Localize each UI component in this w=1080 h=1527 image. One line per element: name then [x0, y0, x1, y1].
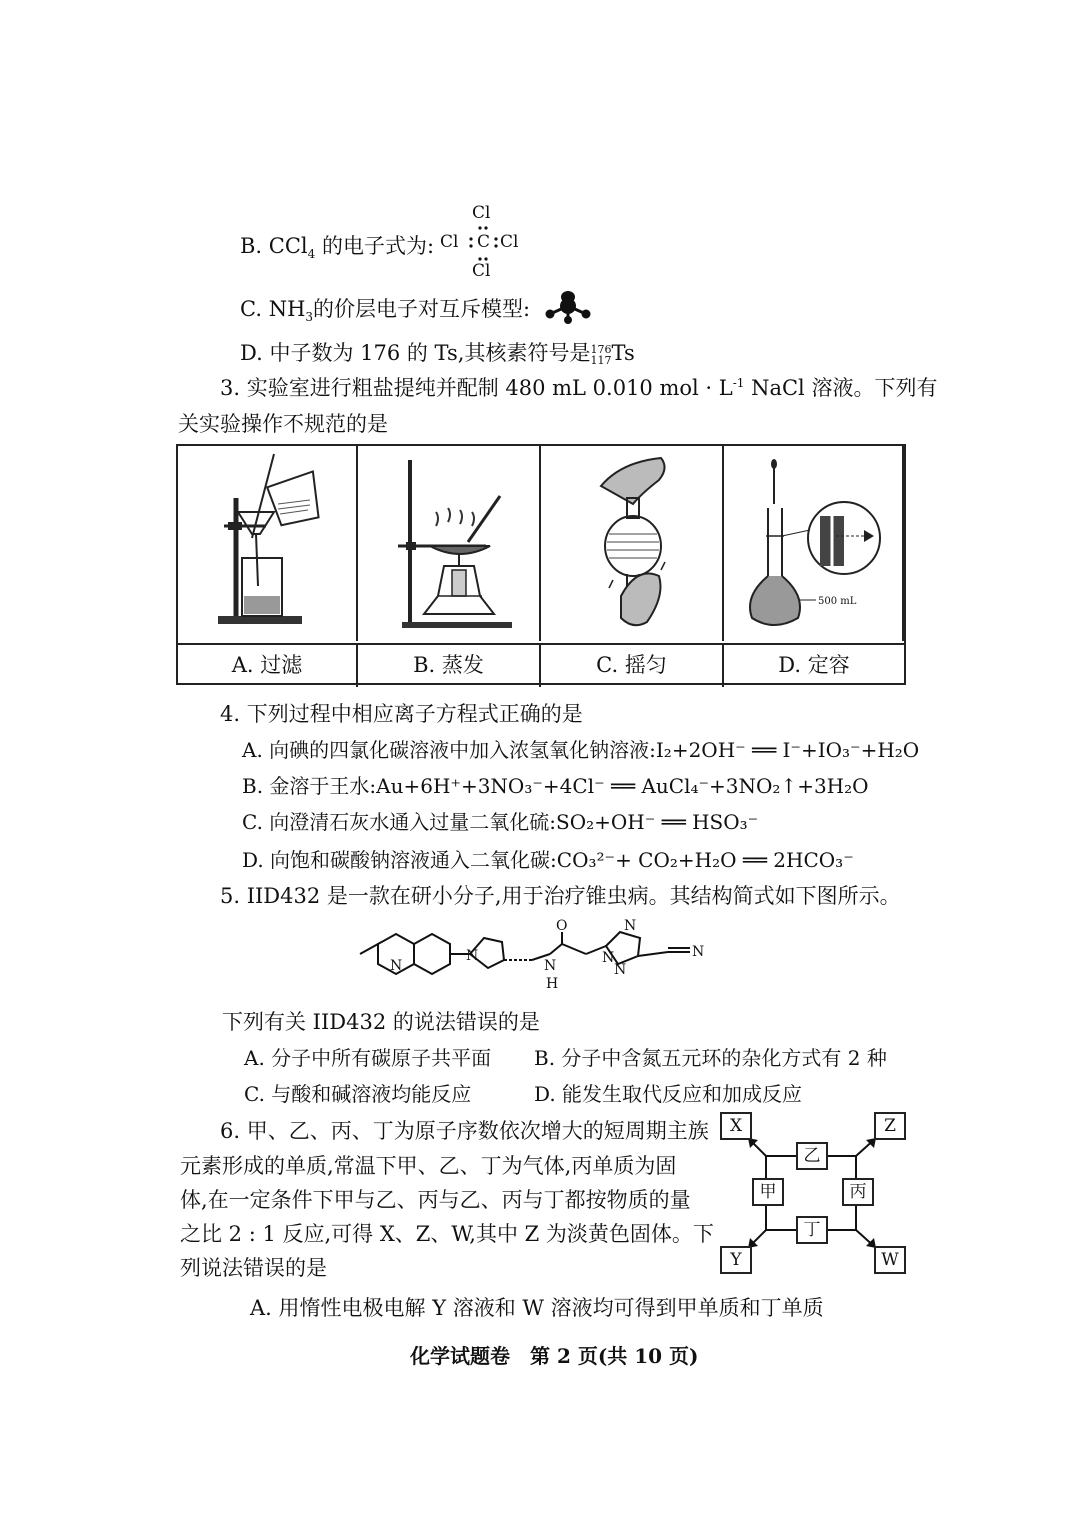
atom-n-quinoline: N	[390, 958, 403, 974]
box-z: Z	[874, 1112, 906, 1140]
q6-line2: 元素形成的单质,常温下甲、乙、丁为气体,丙单质为固	[180, 1154, 677, 1178]
q6-line4: 之比 2 : 1 反应,可得 X、Z、W,其中 Z 为淡黄色固体。下	[180, 1222, 714, 1246]
q5-option-c: C. 与酸和碱溶液均能反应	[244, 1082, 472, 1106]
q5-question: 下列有关 IID432 的说法错误的是	[222, 1010, 540, 1034]
box-w: W	[874, 1246, 906, 1274]
q5-stem: 5. IID432 是一款在研小分子,用于治疗锥虫病。其结构简式如下图所示。	[220, 884, 901, 908]
atom-h: H	[546, 976, 559, 992]
ccl4-lewis-structure	[440, 203, 530, 283]
shaking-figure	[541, 446, 724, 641]
q2-option-c: C. $NH_3$的价层电子对互斥模型:	[240, 297, 531, 325]
q4-option-a: A. 向碘的四氯化碳溶液中加入浓氢氧化钠溶液:I₂+2OH⁻ ══ I⁻+IO₃⁻+H₂O	[242, 738, 920, 762]
filtration-figure	[178, 446, 358, 641]
q5-option-d: D. 能发生取代反应和加成反应	[534, 1082, 803, 1106]
q6-line5: 列说法错误的是	[180, 1256, 327, 1280]
q4-stem: 4. 下列过程中相应离子方程式正确的是	[220, 702, 583, 726]
atom-n-pyrrolidine: N	[466, 948, 479, 964]
box-yi: 乙	[796, 1142, 828, 1170]
box-y: Y	[720, 1246, 752, 1274]
q3-stem-line1: 3. 实验室进行粗盐提纯并配制 480 mL 0.010 mol · $L^{-1}$ NaCl 溶液。下列有	[220, 376, 938, 400]
atom-o: O	[556, 918, 568, 934]
caption-c: C. 摇匀	[541, 645, 724, 687]
box-x: X	[720, 1112, 752, 1140]
evaporation-figure	[358, 446, 541, 641]
box-ding: 丁	[796, 1216, 828, 1244]
q4-option-d: D. 向饱和碳酸钠溶液通入二氧化碳:CO₃²⁻+ CO₂+H₂O ══ 2HCO₃⁻	[242, 848, 854, 872]
page-footer: 化学试题卷 第 2 页(共 10 页)	[410, 1344, 699, 1368]
q6-reaction-diagram	[720, 1112, 906, 1274]
q5-option-a: A. 分子中所有碳原子共平面	[244, 1046, 492, 1070]
q2-option-d: D. 中子数为 176 的 Ts,其核素符号是176 117Ts	[240, 341, 635, 367]
q5-option-b: B. 分子中含氮五元环的杂化方式有 2 种	[534, 1046, 887, 1070]
q6-line3: 体,在一定条件下甲与乙、丙与乙、丙与丁都按物质的量	[180, 1188, 691, 1212]
box-jia: 甲	[752, 1178, 784, 1206]
q4-option-c: C. 向澄清石灰水通入过量二氧化硫:SO₂+OH⁻ ══ HSO₃⁻	[242, 810, 759, 834]
lewis-top-cl: Cl	[472, 203, 491, 223]
atom-n-triazole-2: N	[624, 918, 637, 934]
atom-n-triazole-3: N	[614, 962, 627, 978]
q3-stem-line2: 关实验操作不规范的是	[178, 412, 388, 436]
caption-a: A. 过滤	[178, 645, 358, 687]
vsepr-model-icon	[544, 288, 592, 324]
atom-n-nitrile: N	[692, 944, 705, 960]
q3-experiment-table	[176, 444, 906, 685]
caption-b: B. 蒸发	[358, 645, 541, 687]
lewis-bottom-cl: Cl	[472, 261, 491, 281]
q6-line1: 6. 甲、乙、丙、丁为原子序数依次增大的短周期主族	[220, 1119, 709, 1143]
lewis-electron-dots	[440, 203, 530, 283]
lewis-right-cl: Cl	[500, 232, 519, 252]
iid432-structure	[350, 912, 730, 994]
box-bing: 丙	[842, 1178, 874, 1206]
caption-d: D. 定容	[778, 653, 850, 677]
constant-volume-figure	[724, 446, 904, 641]
q2-option-b: B. CCl$_4$ 的电子式为:	[240, 234, 435, 262]
flask-volume-label: 500 mL	[818, 596, 857, 607]
q4-option-b: B. 金溶于王水:Au+6H⁺+3NO₃⁻+4Cl⁻ ══ AuCl₄⁻+3NO₂↑+3H₂O	[242, 774, 869, 798]
q6-option-a: A. 用惰性电极电解 Y 溶液和 W 溶液均可得到甲单质和丁单质	[250, 1296, 824, 1320]
atom-n-triazole-1: N	[602, 950, 615, 966]
atom-nh: N	[544, 958, 557, 974]
lewis-left-cl: Cl	[440, 232, 459, 252]
q3-caption-row	[178, 643, 904, 683]
lewis-center-c: C	[477, 232, 491, 252]
